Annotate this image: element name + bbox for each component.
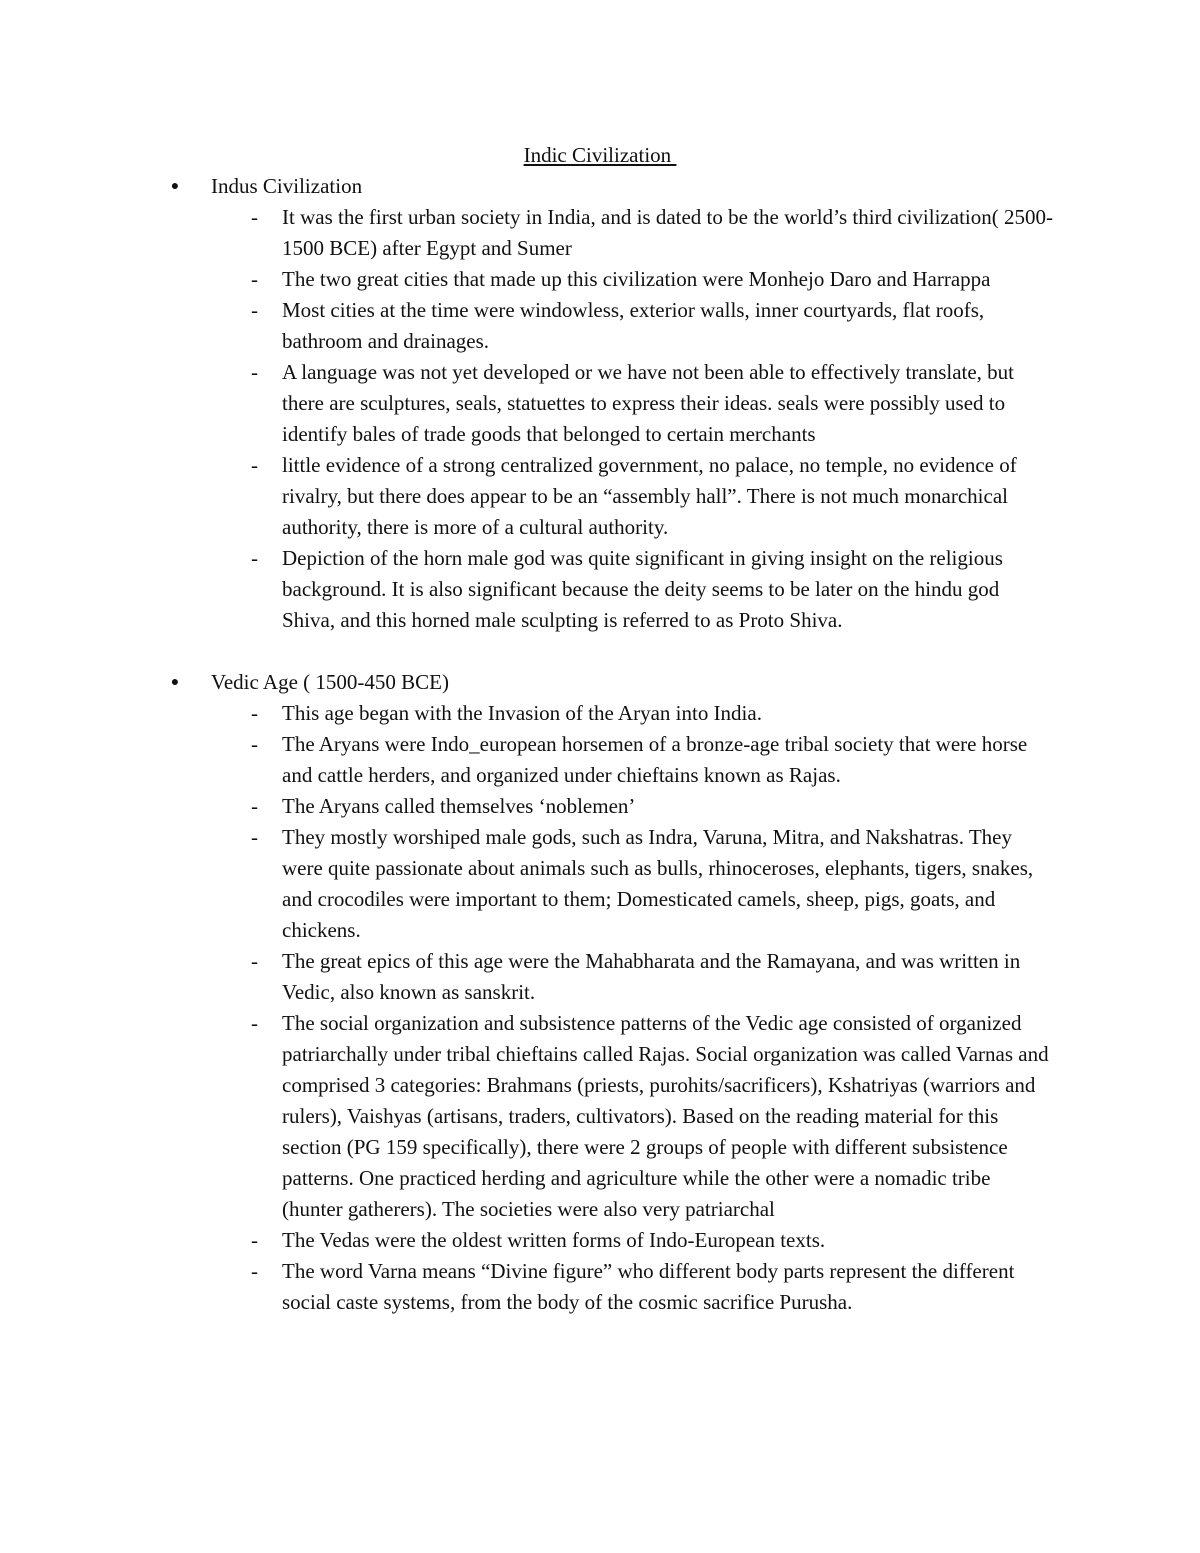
- section-vedic: [165, 667, 1065, 1318]
- dash-icon: -: [251, 267, 258, 291]
- bullet-icon: ●: [170, 179, 180, 194]
- section-indus: [165, 171, 1065, 636]
- dash-icon: -: [251, 825, 258, 849]
- section-heading-row: [165, 667, 1065, 698]
- list-item-text: The Aryans were Indo_european horsemen of a bronze-age tribal society that were horse and cattle herders, and organized under chieftains known as Rajas.: [282, 732, 1028, 787]
- dash-icon: -: [251, 453, 258, 477]
- list-item: [165, 822, 1065, 946]
- list-item-text: Depiction of the horn male god was quite significant in giving insight on the religious background. It is also significant because the deity seems to be later on the hindu god Shiva, and this horned male sculpting is referred to as Proto Shiva.: [282, 546, 1003, 632]
- dash-icon: -: [251, 298, 258, 322]
- dash-icon: -: [251, 701, 258, 725]
- dash-icon: -: [251, 1259, 258, 1283]
- list-item-text: It was the first urban society in India, and is dated to be the world’s third civilization( 2500-1500 BCE) after Egypt and Sumer: [282, 205, 1053, 260]
- list-item: [165, 729, 1065, 791]
- dash-icon: -: [251, 794, 258, 818]
- section-items: [165, 202, 1065, 636]
- document-title: [0, 140, 1200, 171]
- list-item-text: A language was not yet developed or we have not been able to effectively translate, but there are sculptures, seals, statuettes to express their ideas. seals were possibly used to identify bales of trade goods that belonged to certain merchants: [282, 360, 1015, 446]
- list-item: [165, 791, 1065, 822]
- list-item-text: little evidence of a strong centralized government, no palace, no temple, no evidence of rivalry, but there does appear to be an “assembly hall”. There is not much monarchical authority, there is more of a cultural authority.: [282, 453, 1017, 539]
- dash-icon: -: [251, 732, 258, 756]
- sections-list: [165, 171, 1065, 1318]
- dash-icon: -: [251, 546, 258, 570]
- list-item: [165, 295, 1065, 357]
- section-heading-row: [165, 171, 1065, 202]
- document-title-text: Indic Civilization: [523, 143, 677, 167]
- list-item-text: Most cities at the time were windowless, exterior walls, inner courtyards, flat roofs, bathroom and drainages.: [282, 298, 985, 353]
- list-item: [165, 357, 1065, 450]
- list-item: [165, 264, 1065, 295]
- dash-icon: -: [251, 360, 258, 384]
- list-item-text: This age began with the Invasion of the Aryan into India.: [282, 701, 762, 725]
- section-heading: Vedic Age ( 1500-450 BCE): [211, 670, 449, 694]
- dash-icon: -: [251, 949, 258, 973]
- list-item-text: The social organization and subsistence patterns of the Vedic age consisted of organized patriarchally under tribal chieftains called Rajas. Social organization was called Varnas and comprised 3 categories: Brahmans (priests, purohits/sacrificers), Kshatriyas (warriors and rulers), Vaishyas (artisans, traders, cultivators). Based on the reading material for this section (PG 159 specifically), there were 2 groups of people with different subsistence patterns. One practiced herding and agriculture while the other were a nomadic tribe (hunter gatherers). The societies were also very patriarchal: [282, 1011, 1049, 1221]
- list-item: [165, 202, 1065, 264]
- list-item-text: The Aryans called themselves ‘noblemen’: [282, 794, 636, 818]
- section-heading: Indus Civilization: [211, 174, 363, 198]
- list-item-text: The two great cities that made up this civilization were Monhejo Daro and Harrappa: [282, 267, 991, 291]
- list-item: [165, 1225, 1065, 1256]
- list-item: [165, 1008, 1065, 1225]
- list-item: [165, 698, 1065, 729]
- list-item: [165, 946, 1065, 1008]
- list-item-text: The great epics of this age were the Mahabharata and the Ramayana, and was written in Vedic, also known as sanskrit.: [282, 949, 1021, 1004]
- list-item: [165, 1256, 1065, 1318]
- section-items: [165, 698, 1065, 1318]
- dash-icon: -: [251, 1011, 258, 1035]
- bullet-icon: ●: [170, 675, 180, 690]
- list-item: [165, 543, 1065, 636]
- dash-icon: -: [251, 205, 258, 229]
- list-item-text: They mostly worshiped male gods, such as Indra, Varuna, Mitra, and Nakshatras. They were quite passionate about animals such as bulls, rhinoceroses, elephants, tigers, snakes, and crocodiles were important to them; Domesticated camels, sheep, pigs, goats, and chickens.: [282, 825, 1034, 942]
- list-item: [165, 450, 1065, 543]
- list-item-text: The Vedas were the oldest written forms of Indo-European texts.: [282, 1228, 826, 1252]
- list-item-text: The word Varna means “Divine figure” who different body parts represent the different social caste systems, from the body of the cosmic sacrifice Purusha.: [282, 1259, 1015, 1314]
- dash-icon: -: [251, 1228, 258, 1252]
